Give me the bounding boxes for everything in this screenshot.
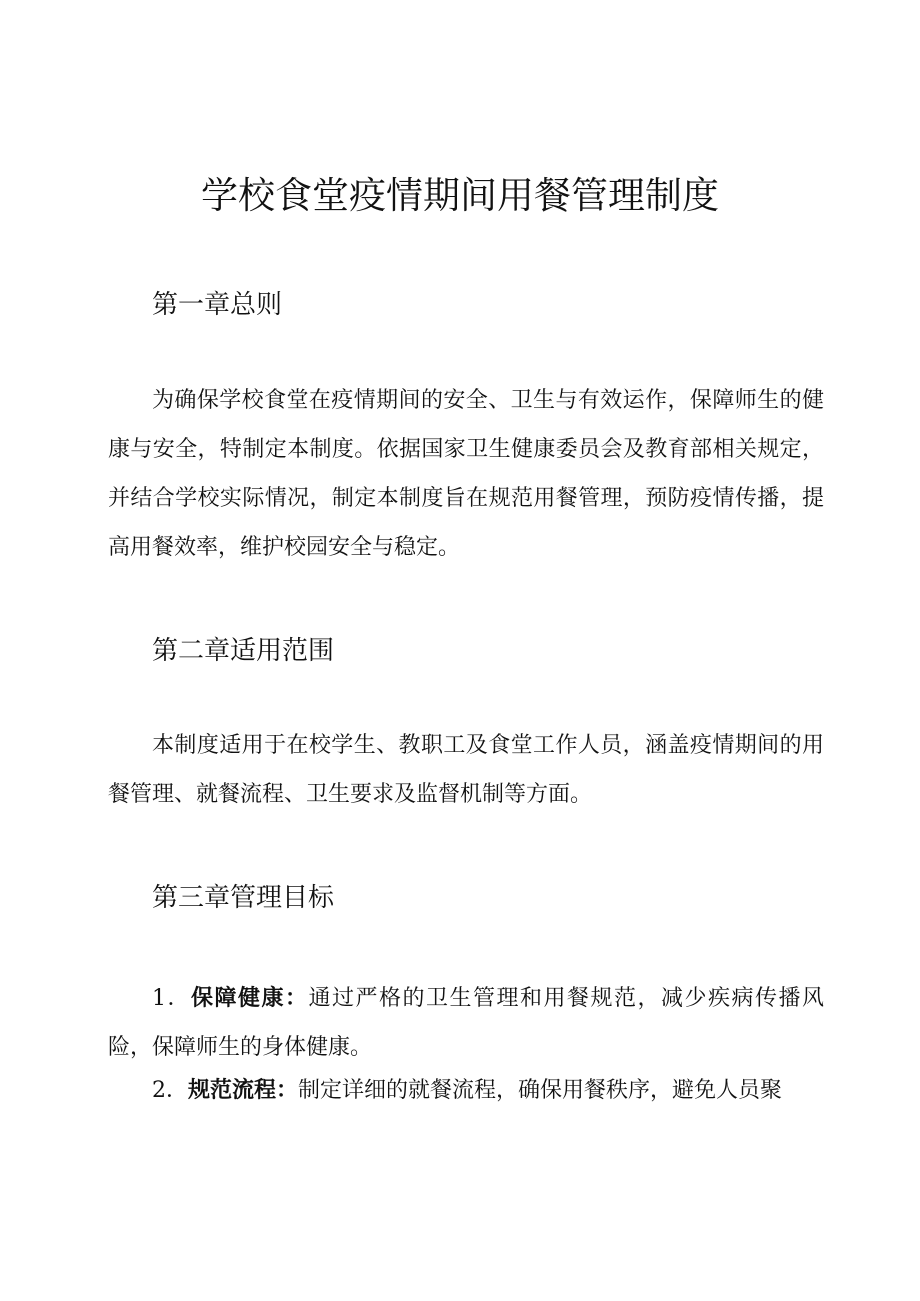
list-item [108,974,824,1072]
chapter-heading-1: 第一章总则 [152,290,283,320]
list-item-number: 2． [152,1078,188,1103]
document-title: 学校食堂疫情期间用餐管理制度 [201,174,719,217]
list-item [108,1066,824,1115]
chapter-1-paragraph: 为确保学校食堂在疫情期间的安全、卫生与有效运作，保障师生的健康与安全，特制定本制度。依据国家卫生健康委员会及教育部相关规定，并结合学校实际情况，制定本制度旨在规范用餐管理，预防疫情传播，提高用餐效率，维护校园安全与稳定。 [108,388,824,560]
list-item-label: 规范流程： [188,1078,299,1103]
chapter-2-paragraph: 本制度适用于在校学生、教职工及食堂工作人员，涵盖疫情期间的用餐管理、就餐流程、卫生要求及监督机制等方面。 [108,733,824,807]
chapter-heading-3: 第三章管理目标 [152,883,335,913]
list-item-label: 保障健康： [191,986,309,1011]
list-item-number: 1． [152,986,191,1011]
list-item-text: 制定详细的就餐流程，确保用餐秩序，避免人员聚 [298,1078,783,1103]
list-item-text: 通过严格的卫生管理和用餐规范，减少疾病传播风险，保障师生的身体健康。 [108,986,824,1060]
chapter-heading-2: 第二章适用范围 [152,636,335,666]
